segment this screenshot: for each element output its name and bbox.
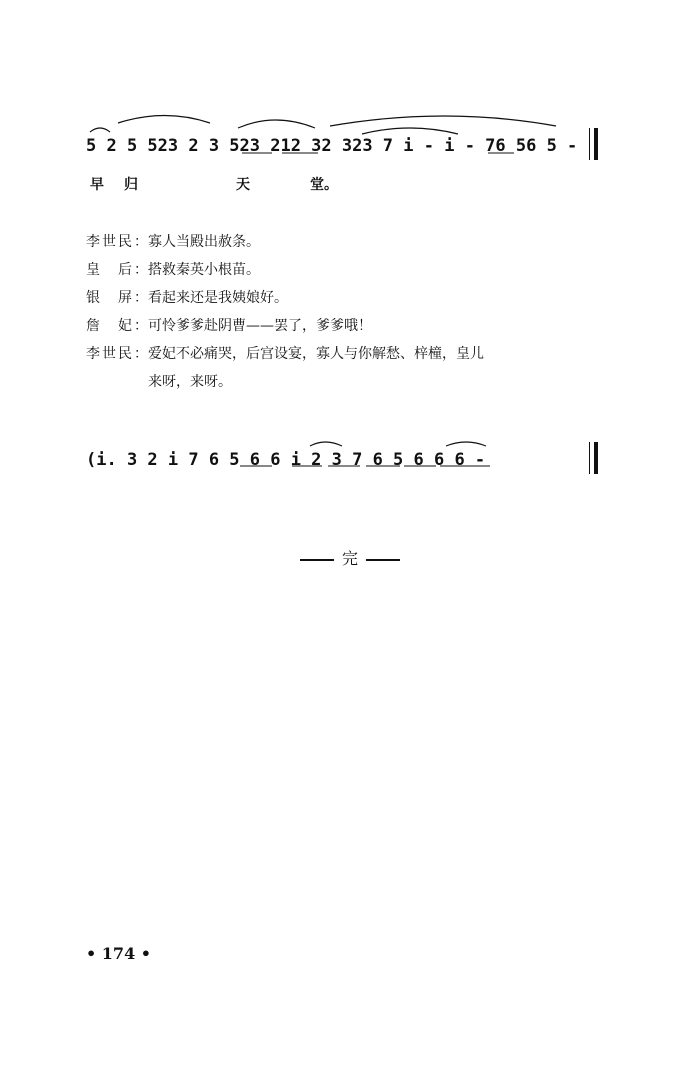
page-number-value: 174 (101, 944, 136, 963)
page-number: • 174 • (86, 944, 151, 963)
speaker-name: 李世民： (86, 234, 148, 250)
speaker-name: 皇 后： (86, 262, 148, 278)
notation-line-1: 5 2 5 523 2 3 523 212 32 323 7 i - i - 76 56 5 - (86, 136, 578, 156)
slur-marks-line-2 (0, 0, 700, 520)
speech-text: 寡人当殿出赦条。 (148, 234, 260, 250)
speaker-name: 李世民： (86, 346, 148, 362)
speech-text: 爱妃不必痛哭，后宫设宴，寡人与你解愁、梓橦，皇儿 (148, 346, 484, 362)
notation-line-2: (i. 3 2 i 7 6 5 6 6 i 2 3 7 6 5 6 6 6 - (86, 450, 486, 470)
ending-dash-left (300, 559, 334, 561)
speech-text: 可怜爹爹赴阴曹——罢了，爹爹哦！ (148, 318, 372, 334)
speaker-name: 詹 妃： (86, 318, 148, 334)
ending-dash-right (366, 559, 400, 561)
lyric-char: 早 (90, 177, 104, 193)
ending-text: 完 (341, 549, 358, 568)
lyric-char: 堂。 (310, 177, 338, 193)
speech-text: 看起来还是我姨娘好。 (148, 290, 288, 306)
lyric-char: 归 (124, 177, 138, 193)
speech-text: 搭救秦英小根苗。 (148, 262, 260, 278)
lyric-char: 天 (236, 177, 250, 193)
speech-continuation: 来呀，来呀。 (148, 374, 232, 390)
speaker-name: 银 屏： (86, 290, 148, 306)
ending-mark (0, 546, 700, 569)
